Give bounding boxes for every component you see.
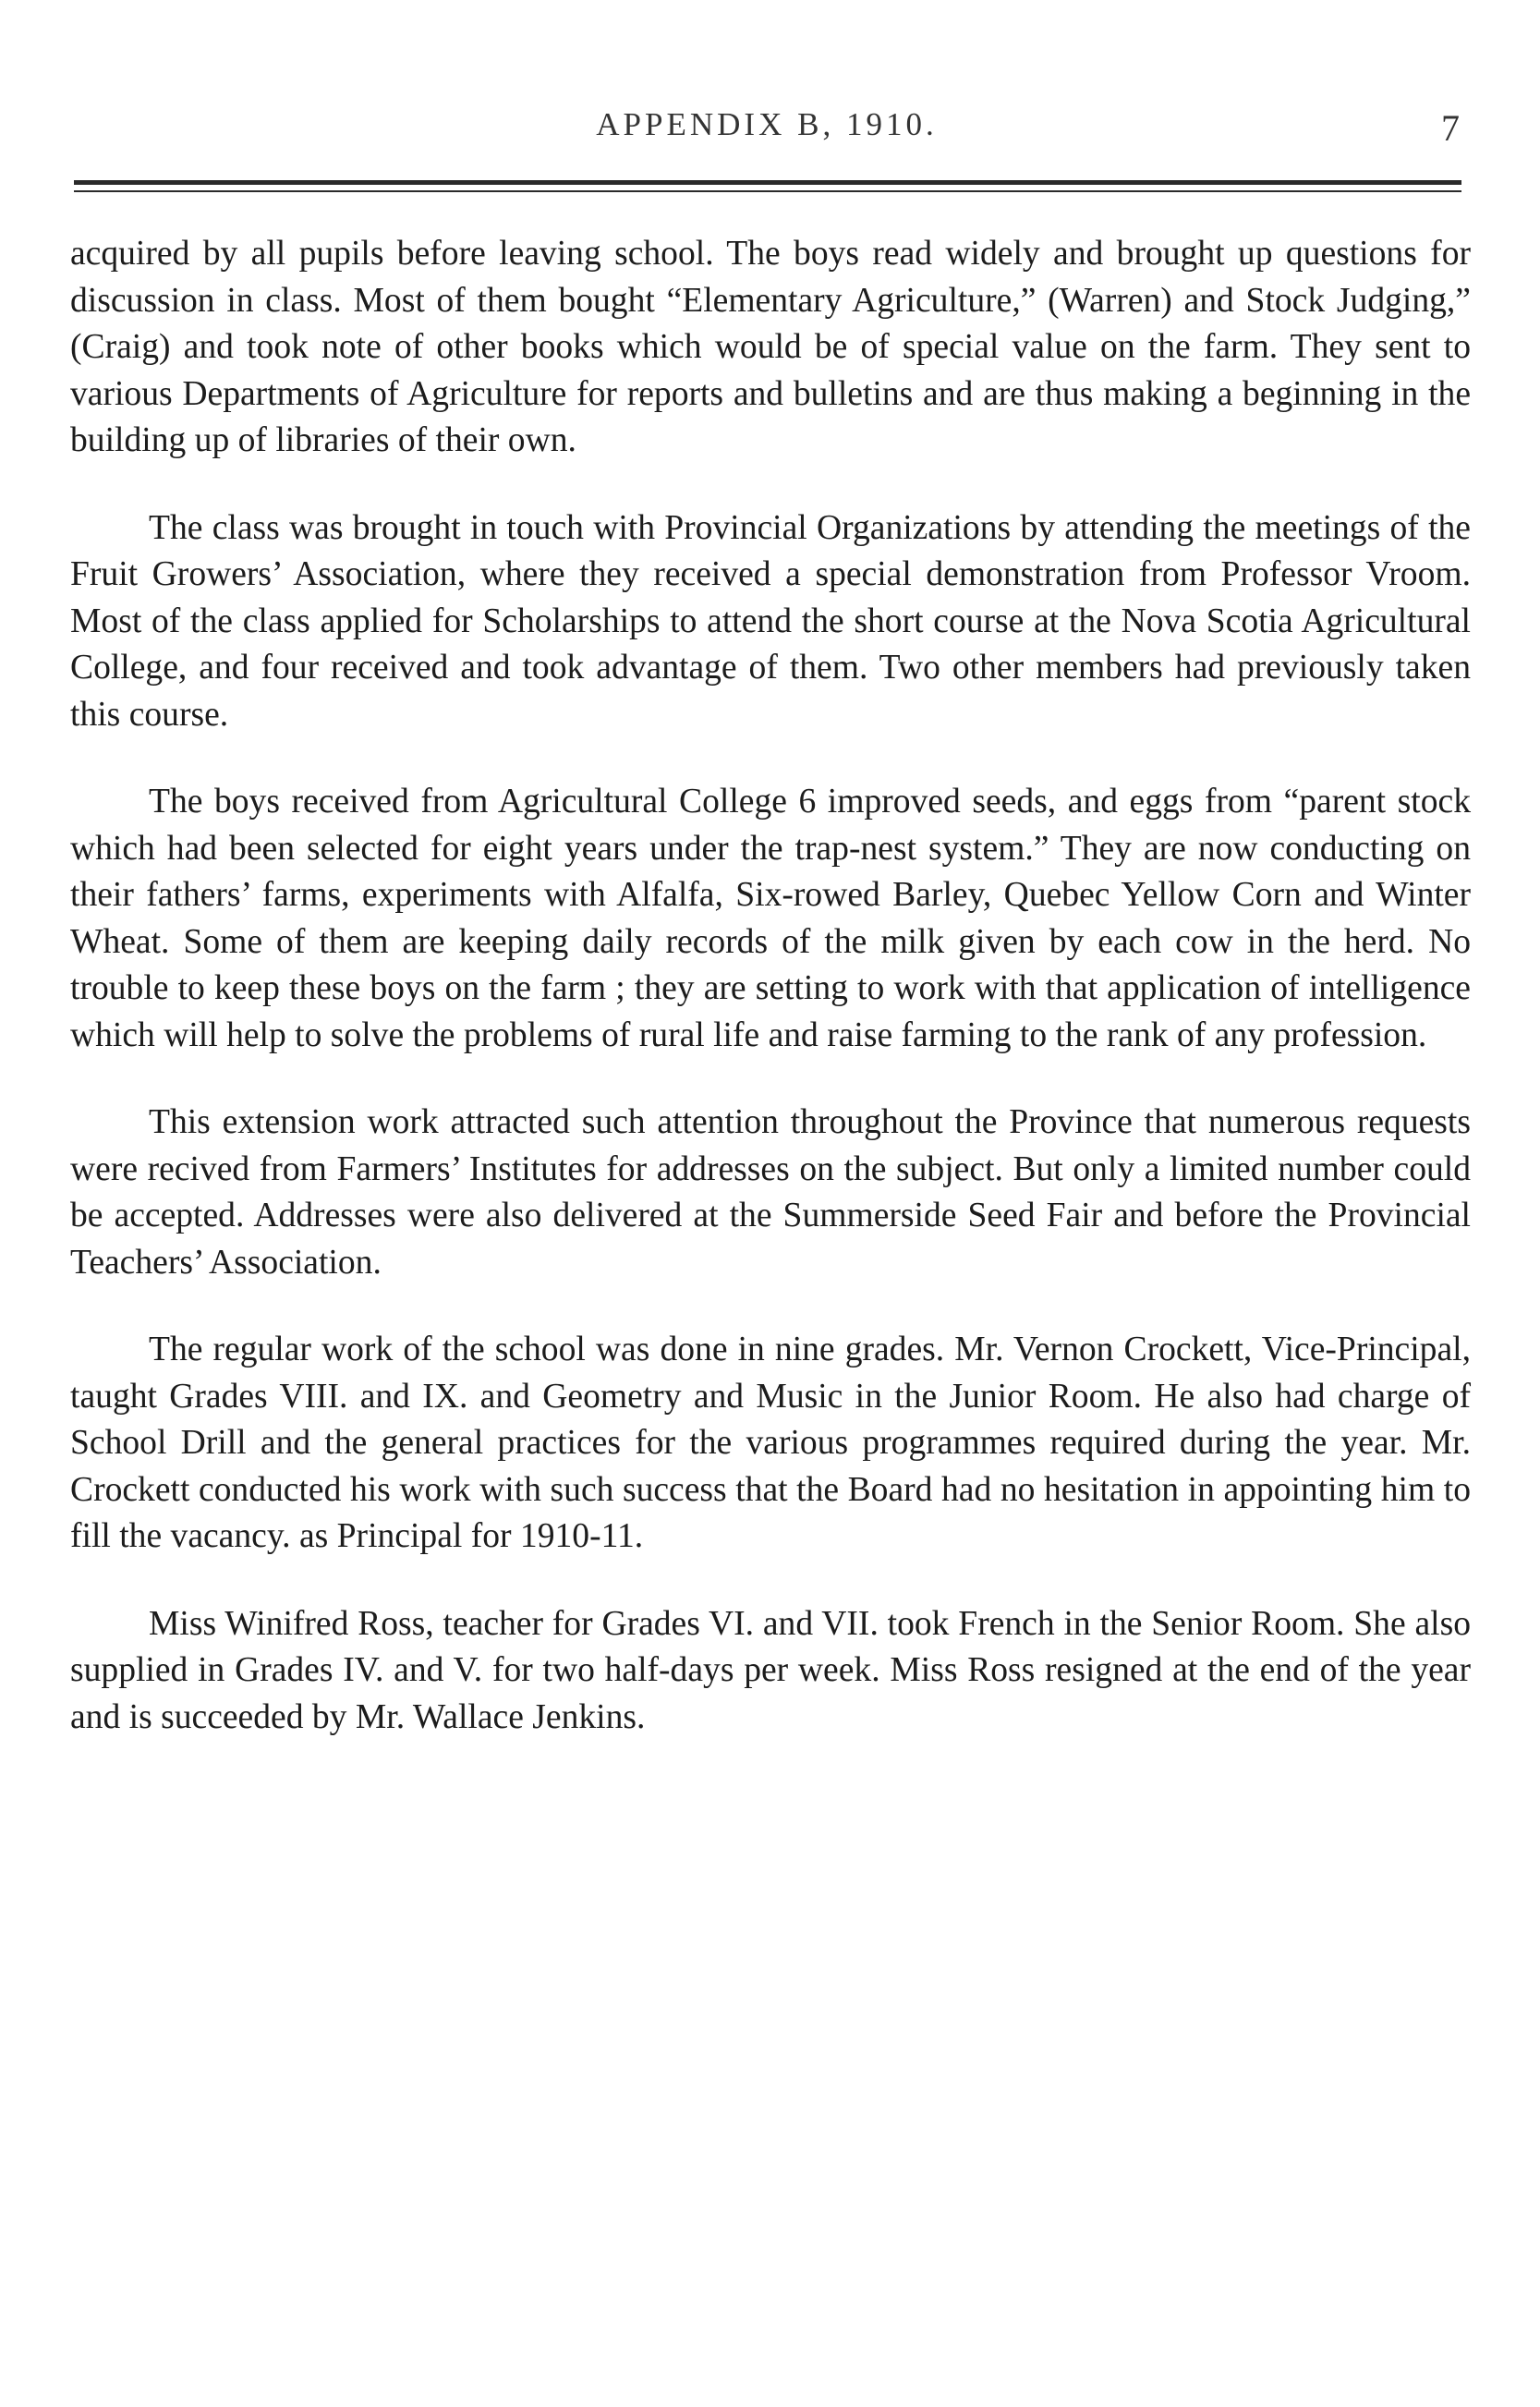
body-text <box>70 231 1471 1781</box>
paragraph: The boys received from Agricultural College 6 improved seeds, and eggs from “parent stock which had been selected for eight years under the trap-nest system.” They are now conducting on their fathers’ farms, experiments with Alfalfa, Six-rowed Barley, Quebec Yellow Corn and Winter Wheat. Some of them are keeping daily records of the milk given by each cow in the herd. No trouble to keep these boys on the farm ; they are setting to work with that application of intelligence which will help to solve the problems of rural life and raise farming to the rank of any profession. <box>70 783 1471 1054</box>
paragraph: This extension work attracted such attention throughout the Province that numerous requests were recived from Farmers’ Institutes for addresses on the subject. But only a limited number could be accepted. Addresses were also delivered at the Summerside Seed Fair and before the Provincial Teachers’ Association. <box>70 1103 1471 1282</box>
header-rule-thick <box>74 180 1461 185</box>
running-title: APPENDIX B, 1910. <box>596 106 938 142</box>
paragraph: The regular work of the school was done in nine grades. Mr. Vernon Crockett, Vice-Principal, taught Grades VIII. and IX. and Geometry and Music in the Junior Room. He also had charge of School Drill and the general practices for the various programmes required during the year. Mr. Crockett conducted his work with such success that the Board had no hesitation in appointing him to fill the vacancy. as Principal for 1910-11. <box>70 1331 1471 1555</box>
header-rule-thin <box>74 190 1461 192</box>
paragraph-continued: acquired by all pupils before leaving school. The boys read widely and brought up questions for discussion in class. Most of them bought “Elementary Agriculture,” (Warren) and Stock Judging,” (Craig) and took note of other books which would be of special value on the farm. They sent to various Departments of Agriculture for reports and bulletins and are thus making a beginning in the building up of libraries of their own. <box>70 235 1471 459</box>
paragraph: Miss Winifred Ross, teacher for Grades VI. and VII. took French in the Senior Room. She also supplied in Grades IV. and V. for two half-days per week. Miss Ross resigned at the end of the year and is succeeded by Mr. Wallace Jenkins. <box>70 1604 1471 1736</box>
paragraph: The class was brought in touch with Provincial Organizations by attending the meetings of the Fruit Growers’ Association, where they received a special demonstration from Professor Vroom. Most of the class applied for Scholarships to attend the short course at the Nova Scotia Agricultural College, and four received and took advantage of them. Two other members had previously taken this course. <box>70 508 1471 734</box>
page-number: 7 <box>1441 107 1460 149</box>
running-head <box>74 106 1460 162</box>
